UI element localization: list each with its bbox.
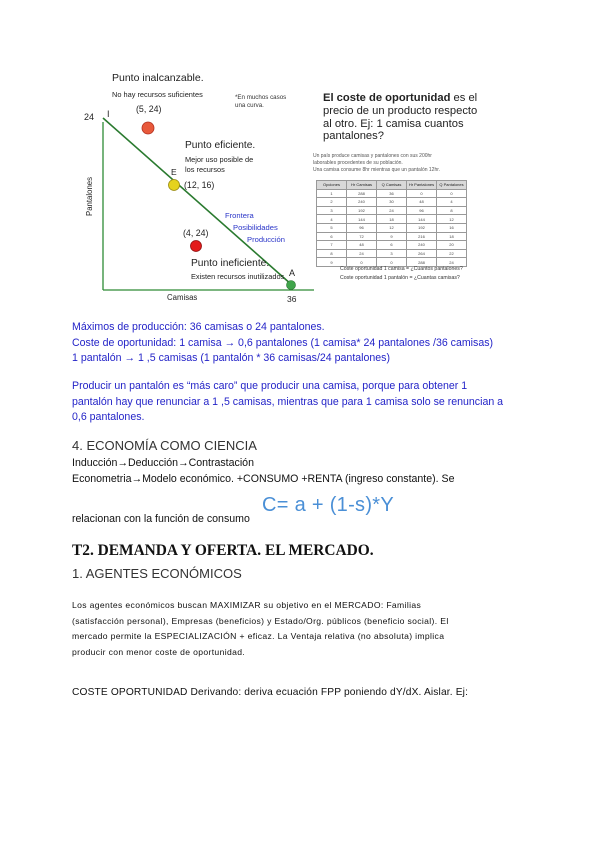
unreachable-subtitle: No hay recursos suficientes: [112, 90, 203, 99]
agents-line-3: mercado permite la ESPECIALIZACIÓN + eficaz. La Ventaja relativa (no absoluta) implica: [72, 631, 445, 641]
table-cell: 288: [347, 189, 377, 198]
explanation-block: [72, 379, 503, 426]
intro-line-1: Un país produce camisas y pantalones con sus 200hr: [313, 153, 432, 159]
table-cell: 1: [317, 189, 347, 198]
table-cell: 96: [407, 206, 437, 215]
table-row: [317, 249, 467, 258]
inefficient-point-label: (4, 24): [183, 228, 209, 238]
table-row: [317, 232, 467, 241]
heading-line-4: pantalones?: [323, 130, 384, 143]
blue-line-1: Máximos de producción: 36 camisas o 24 pantalones.: [72, 321, 325, 333]
table-cell: 2: [317, 198, 347, 207]
note-line-2: una curva.: [235, 102, 264, 109]
inefficient-title: Punto ineficiente.: [191, 258, 270, 269]
table-cell: 12: [377, 223, 407, 232]
unreachable-point-label: (5, 24): [136, 104, 162, 114]
table-cell: 192: [407, 223, 437, 232]
table-cell: 216: [407, 232, 437, 241]
opportunity-cost-heading: [323, 92, 513, 143]
table-cell: 5: [317, 223, 347, 232]
efficient-point-label: (12, 16): [184, 180, 215, 190]
y-intercept-value: 24: [84, 112, 95, 122]
agents-line-2: (satisfacción personal), Empresas (beneficios) y Estado/Org. públicos (beneficio social). El: [72, 615, 449, 626]
max-production-block: [72, 320, 493, 367]
table-cell: 24: [347, 249, 377, 258]
frontier-label-2: Posibilidades: [233, 223, 278, 232]
t2-subheading: 1. AGENTES ECONÓMICOS: [72, 566, 242, 581]
frontier-label-3: Producción: [247, 235, 285, 244]
table-cell: 24: [377, 206, 407, 215]
efficient-sub-2: los recursos: [185, 165, 225, 174]
table-cell: 6: [317, 232, 347, 241]
heading-bold: El coste de oportunidad: [323, 92, 451, 104]
footer-line-1: Coste oportunidad 1 camisa = ¿Cuantos pantalones?: [340, 266, 463, 272]
table-cell: 6: [377, 241, 407, 250]
table-cell: 192: [347, 206, 377, 215]
blue-line-2: Coste de oportunidad: 1 camisa → 0,6 pantalones (1 camisa* 24 pantalones /36 camisas): [72, 336, 494, 349]
table-cell: 4: [317, 215, 347, 224]
heading-line-1: [323, 92, 513, 105]
table-cell: 0: [437, 189, 467, 198]
efficient-sub-1: Mejor uso posible de: [185, 155, 254, 164]
blue2-line-2: pantalón hay que renunciar a 1 ,5 camisas, mientras que para 1 camisa solo se renuncian a: [72, 395, 504, 408]
table-header: Hr Pantalones: [407, 181, 437, 190]
section-4-line-1: Inducción→Deducción→Contrastación: [72, 457, 254, 469]
heading-rest-0: es el: [453, 92, 478, 104]
table-row: [317, 198, 467, 207]
heading-line-3: al otro. Ej: 1 camisa cuantos: [323, 117, 464, 130]
note-line-1: *En muchos casos: [235, 94, 287, 101]
table-cell: 240: [407, 241, 437, 250]
table-cell: 0: [347, 258, 377, 267]
blue-line-3: 1 pantalón → 1 ,5 camisas (1 pantalón * 36 camisas/24 pantalones): [72, 352, 391, 364]
table-cell: 18: [437, 232, 467, 241]
table-row: [317, 189, 467, 198]
table-row: [317, 241, 467, 250]
table-cell: 3: [317, 206, 347, 215]
efficient-point-marker: [169, 180, 180, 191]
table-body: [317, 189, 467, 266]
table-row: [317, 206, 467, 215]
table-cell: 4: [437, 198, 467, 207]
table-cell: 264: [407, 249, 437, 258]
blue2-line-3: 0,6 pantalones.: [72, 411, 145, 423]
table-cell: 96: [347, 223, 377, 232]
section-4-line-3: relacionan con la función de consumo: [72, 513, 250, 525]
ppf-graph: [70, 70, 320, 310]
table-cell: 16: [437, 223, 467, 232]
intro-line-2: laborables procedentes de su población.: [313, 160, 403, 167]
footer-line-2: Coste oportunidad 1 pantalón = ¿Cuantas camisas?: [340, 275, 460, 281]
t2-title: T2. DEMANDA Y OFERTA. EL MERCADO.: [72, 542, 374, 559]
table-cell: 48: [347, 241, 377, 250]
table-cell: 0: [377, 258, 407, 267]
blue2-line-1: Producir un pantalón es “más caro” que producir una camisa, porque para obtener 1: [72, 380, 468, 392]
table-cell: 144: [347, 215, 377, 224]
table-cell: 0: [407, 189, 437, 198]
intro-line-3: Una camisa consume 8hr mientras que un pantalón 12hr.: [313, 167, 441, 174]
table-row: [317, 215, 467, 224]
inefficient-subtitle: Existen recursos inutilizados: [191, 272, 285, 281]
table-cell: 7: [317, 241, 347, 250]
unreachable-point-marker: [142, 122, 154, 134]
agents-line-4: producir con menor coste de oportunidad.: [72, 646, 246, 657]
heading-line-2: precio de un producto respecto: [323, 104, 478, 117]
table-cell: 30: [377, 198, 407, 207]
agents-paragraph: [72, 598, 449, 660]
x-intercept-value: 36: [287, 294, 297, 304]
table-cell: 48: [407, 198, 437, 207]
unreachable-title: Punto inalcanzable.: [112, 72, 204, 84]
table-cell: 18: [377, 215, 407, 224]
table-cell: 36: [377, 189, 407, 198]
y-intercept-letter: I: [107, 109, 110, 119]
table-cell: 72: [347, 232, 377, 241]
table-cell: 144: [407, 215, 437, 224]
x-intercept-letter: A: [289, 268, 296, 278]
section-4-line-2: Econometria→Modelo económico. +CONSUMO +RENTA (ingreso constante). Se: [72, 473, 455, 485]
frontier-label-1: Frontera: [225, 211, 254, 220]
table-cell: 24: [437, 258, 467, 267]
x-axis-label: Camisas: [167, 293, 198, 302]
table-header-row: [317, 181, 467, 190]
table-cell: 8: [437, 206, 467, 215]
table-cell: 9: [317, 258, 347, 267]
efficient-point-letter: E: [171, 167, 177, 177]
table-row: [317, 223, 467, 232]
table-cell: 20: [437, 241, 467, 250]
efficient-title: Punto eficiente.: [185, 140, 256, 151]
table-header: Hr Camisas: [347, 181, 377, 190]
table-cell: 22: [437, 249, 467, 258]
section-4-heading: 4. ECONOMÍA COMO CIENCIA: [72, 438, 257, 453]
opportunity-cost-footer: [340, 265, 463, 283]
table-cell: 8: [317, 249, 347, 258]
opportunity-cost-derivation: COSTE OPORTUNIDAD Derivando: deriva ecuación FPP poniendo dY/dX. Aislar. Ej:: [72, 687, 469, 698]
opportunity-cost-intro: [313, 153, 440, 175]
table-header: Q Pantalones: [437, 181, 467, 190]
table-header: Q Camisas: [377, 181, 407, 190]
table-cell: 12: [437, 215, 467, 224]
table-cell: 240: [347, 198, 377, 207]
opportunity-table-wrap: [316, 180, 467, 267]
y-axis-label: Pantalones: [85, 176, 94, 216]
consumption-function-formula: C= a + (1-s)*Y: [262, 494, 395, 516]
inefficient-point-marker: [191, 241, 202, 252]
x-intercept-marker: [287, 281, 296, 290]
table-cell: 9: [377, 232, 407, 241]
agents-line-1: Los agentes económicos buscan MAXIMIZAR su objetivo en el MERCADO: Familias: [72, 600, 422, 610]
opportunity-table: [316, 180, 467, 267]
table-header: Opciones: [317, 181, 347, 190]
table-cell: 3: [377, 249, 407, 258]
table-cell: 288: [407, 258, 437, 267]
